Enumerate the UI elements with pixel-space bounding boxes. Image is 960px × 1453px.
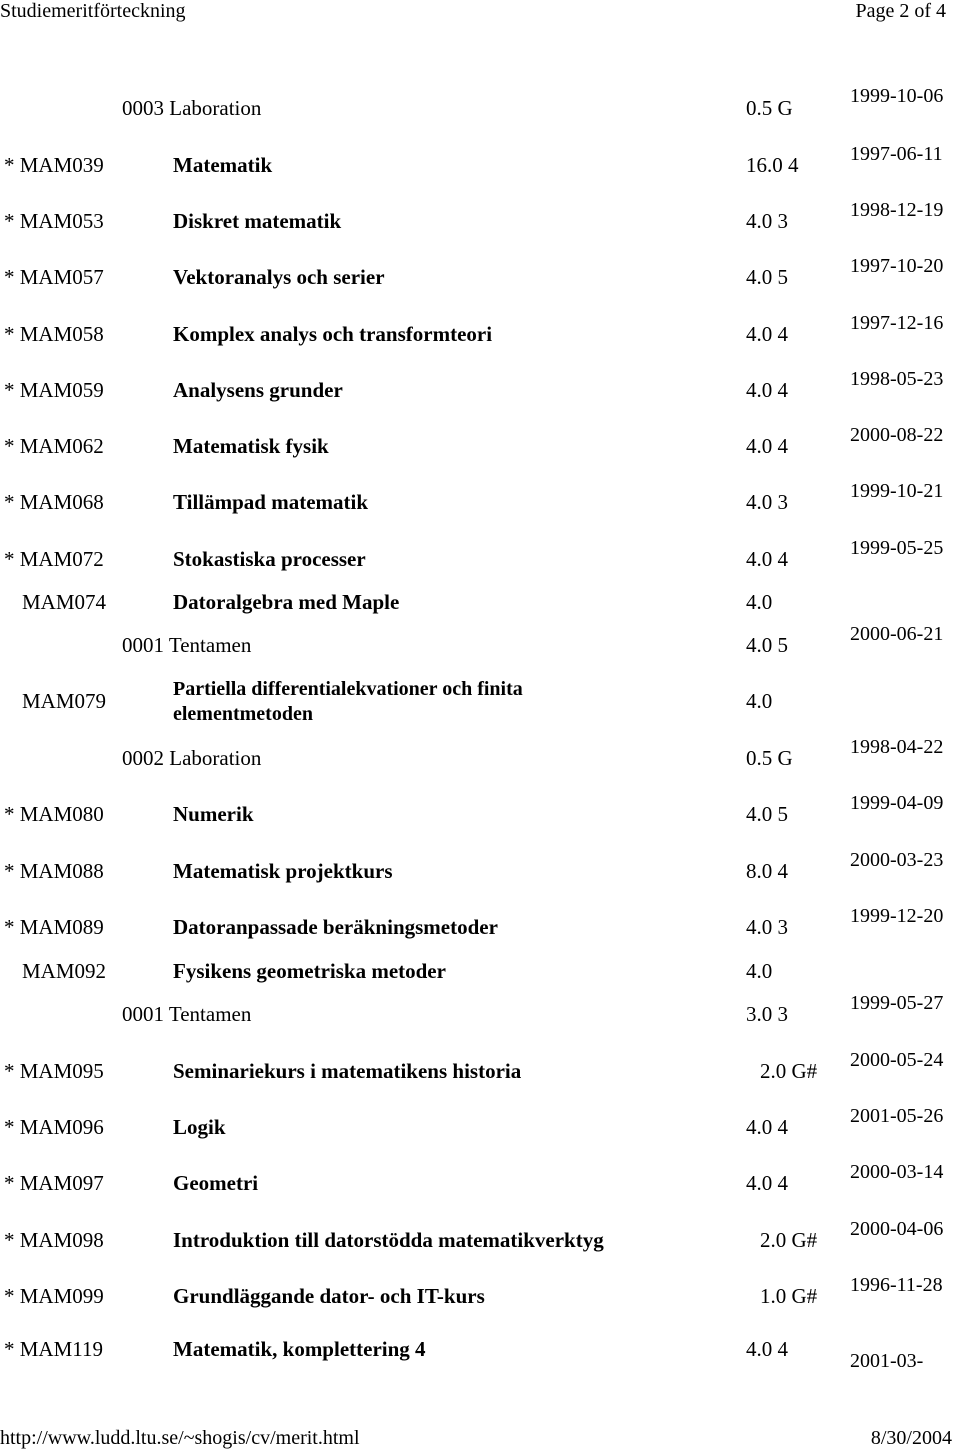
completion-date: 1997-12-16 <box>850 312 944 334</box>
course-code: * MAM059 <box>4 378 104 402</box>
credits-grade: 1.0 G# <box>760 1284 818 1308</box>
course-name: Matematisk projektkurs <box>173 859 393 883</box>
credits-grade: 4.0 4 <box>746 1115 788 1139</box>
completion-date: 1996-11-28 <box>850 1274 943 1296</box>
course-name: Fysikens geometriska metoder <box>173 959 446 983</box>
credits-grade: 4.0 4 <box>746 378 788 402</box>
completion-date: 1998-12-19 <box>850 199 944 221</box>
completion-date: 1998-05-23 <box>850 368 944 390</box>
credits-grade: 4.0 3 <box>746 490 788 514</box>
print-date: 8/30/2004 <box>870 1427 952 1449</box>
course-code: * MAM080 <box>4 802 104 826</box>
course-code: * MAM119 <box>4 1337 103 1361</box>
course-name: Grundläggande dator- och IT-kurs <box>173 1284 485 1308</box>
completion-date: 1999-05-25 <box>850 537 944 559</box>
course-name: Partiella differentialekvationer och finita elementmetoden <box>173 678 523 725</box>
credits-grade: 2.0 G# <box>760 1059 818 1083</box>
completion-date: 2000-03-14 <box>850 1161 944 1183</box>
completion-date: 2000-04-06 <box>850 1218 944 1240</box>
course-name: Tillämpad matematik <box>173 490 369 514</box>
course-code: MAM074 <box>22 590 107 614</box>
credits-grade: 0.5 G <box>746 96 793 120</box>
completion-date: 1999-10-06 <box>850 85 944 107</box>
course-name: Logik <box>173 1115 226 1139</box>
course-code: * MAM098 <box>4 1228 104 1252</box>
credits-grade: 4.0 3 <box>746 915 788 939</box>
course-name: Matematik <box>173 153 273 177</box>
course-code: * MAM062 <box>4 434 104 458</box>
course-code: * MAM057 <box>4 265 104 289</box>
credits-grade: 4.0 4 <box>746 1337 788 1361</box>
course-name: Matematisk fysik <box>173 434 329 458</box>
credits-grade: 4.0 4 <box>746 547 788 571</box>
completion-date: 1997-06-11 <box>850 143 943 165</box>
page-url: http://www.ludd.ltu.se/~shogis/cv/merit.html <box>0 1427 360 1449</box>
course-name: Datoralgebra med Maple <box>173 590 400 614</box>
completion-date: 1999-05-27 <box>850 992 944 1014</box>
course-name: Diskret matematik <box>173 209 342 233</box>
credits-grade: 3.0 3 <box>746 1002 788 1026</box>
credits-grade: 4.0 5 <box>746 265 788 289</box>
credits-grade: 8.0 4 <box>746 859 788 883</box>
course-name: Stokastiska processer <box>173 547 366 571</box>
completion-date: 1998-04-22 <box>850 736 944 758</box>
completion-date: 1999-12-20 <box>850 905 944 927</box>
course-code: * MAM095 <box>4 1059 104 1083</box>
course-code: * MAM068 <box>4 490 104 514</box>
credits-grade: 4.0 <box>746 959 773 983</box>
course-code: * MAM097 <box>4 1171 104 1195</box>
course-name: Matematik, komplettering 4 <box>173 1337 426 1361</box>
completion-date: 1997-10-20 <box>850 255 944 277</box>
page-number: Page 2 of 4 <box>855 0 946 22</box>
course-name: Seminariekurs i matematikens historia <box>173 1059 522 1083</box>
completion-date: 2000-08-22 <box>850 424 944 446</box>
course-name: Numerik <box>173 802 254 826</box>
completion-date: 2001-03- <box>850 1350 924 1372</box>
module-name: 0003 Laboration <box>122 96 262 120</box>
course-name: Analysens grunder <box>173 378 343 402</box>
course-name: Introduktion till datorstödda matematikverktyg <box>173 1228 604 1252</box>
credits-grade: 16.0 4 <box>746 153 799 177</box>
completion-date: 2000-05-24 <box>850 1049 944 1071</box>
course-code: * MAM099 <box>4 1284 104 1308</box>
page-header-title: Studiemeritförteckning <box>0 0 186 22</box>
credits-grade: 4.0 <box>746 689 773 713</box>
credits-grade: 4.0 3 <box>746 209 788 233</box>
course-code: * MAM058 <box>4 322 104 346</box>
module-name: 0002 Laboration <box>122 746 262 770</box>
credits-grade: 4.0 5 <box>746 633 788 657</box>
course-code: * MAM089 <box>4 915 104 939</box>
credits-grade: 4.0 4 <box>746 322 788 346</box>
completion-date: 2000-06-21 <box>850 623 944 645</box>
course-name: Datoranpassade beräkningsmetoder <box>173 915 498 939</box>
course-code: * MAM039 <box>4 153 104 177</box>
course-code: * MAM072 <box>4 547 104 571</box>
credits-grade: 0.5 G <box>746 746 793 770</box>
completion-date: 2000-03-23 <box>850 849 944 871</box>
course-name: Geometri <box>173 1171 259 1195</box>
course-code: * MAM096 <box>4 1115 104 1139</box>
module-name: 0001 Tentamen <box>122 1002 252 1026</box>
credits-grade: 4.0 <box>746 590 773 614</box>
credits-grade: 2.0 G# <box>760 1228 818 1252</box>
completion-date: 1999-10-21 <box>850 480 944 502</box>
completion-date: 2001-05-26 <box>850 1105 944 1127</box>
course-code: MAM079 <box>22 689 107 713</box>
credits-grade: 4.0 5 <box>746 802 788 826</box>
credits-grade: 4.0 4 <box>746 1171 788 1195</box>
course-name: Komplex analys och transformteori <box>173 322 493 346</box>
completion-date: 1999-04-09 <box>850 792 944 814</box>
course-code: * MAM053 <box>4 209 104 233</box>
credits-grade: 4.0 4 <box>746 434 788 458</box>
course-name: Vektoranalys och serier <box>173 265 385 289</box>
course-code: * MAM088 <box>4 859 104 883</box>
course-code: MAM092 <box>22 959 107 983</box>
module-name: 0001 Tentamen <box>122 633 252 657</box>
